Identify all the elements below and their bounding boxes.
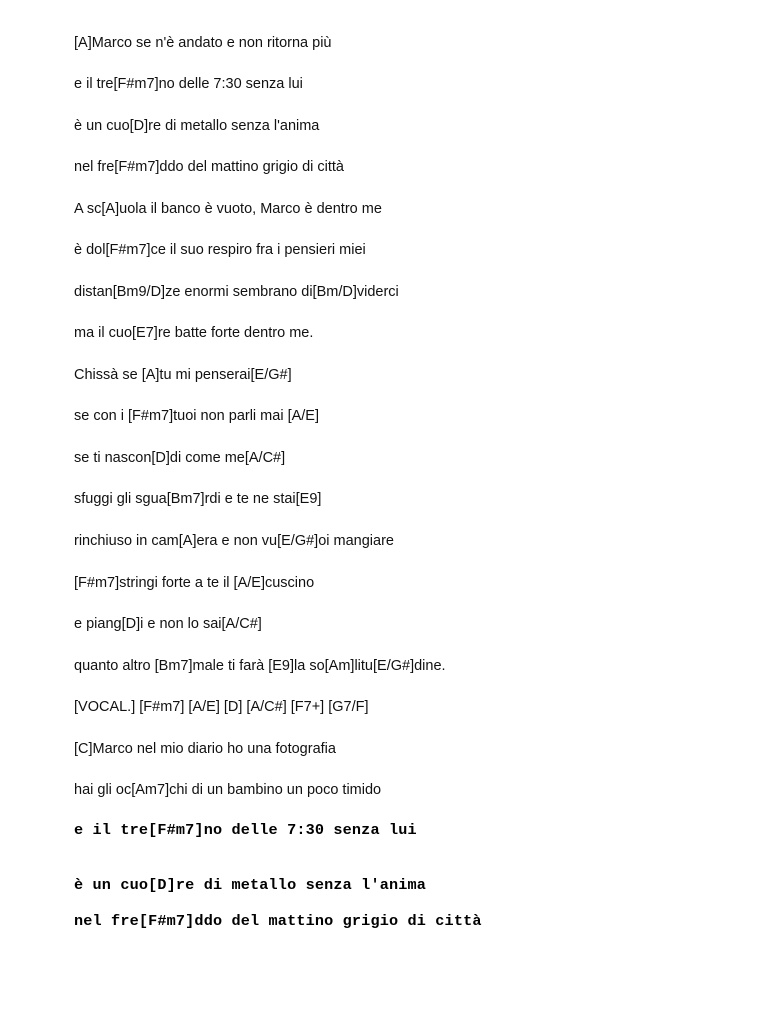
lyric-line: nel fre[F#m7]ddo del mattino grigio di città bbox=[74, 159, 344, 175]
lyric-line: e il tre[F#m7]no delle 7:30 senza lui bbox=[74, 76, 303, 92]
lyric-line: A sc[A]uola il banco è vuoto, Marco è dentro me bbox=[74, 201, 382, 217]
lyric-line: [F#m7]stringi forte a te il [A/E]cuscino bbox=[74, 575, 315, 591]
lyric-line: hai gli oc[Am7]chi di un bambino un poco timido bbox=[74, 782, 382, 798]
lyric-line: è dol[F#m7]ce il suo respiro fra i pensieri miei bbox=[74, 242, 366, 258]
lyric-line: e piang[D]i e non lo sai[A/C#] bbox=[74, 616, 262, 632]
lyric-line: ma il cuo[E7]re batte forte dentro me. bbox=[74, 325, 314, 341]
lyric-line: sfuggi gli sgua[Bm7]rdi e te ne stai[E9] bbox=[74, 491, 322, 507]
lyric-line: è un cuo[D]re di metallo senza l'anima bbox=[74, 118, 320, 134]
lyric-line: [VOCAL.] [F#m7] [A/E] [D] [A/C#] [F7+] [G7/F] bbox=[74, 699, 369, 715]
lyric-line: quanto altro [Bm7]male ti farà [E9]la so[Am]litu[E/G#]dine. bbox=[74, 658, 446, 674]
lyric-line: se con i [F#m7]tuoi non parli mai [A/E] bbox=[74, 408, 319, 424]
lyric-line: [C]Marco nel mio diario ho una fotografia bbox=[74, 741, 336, 757]
lyric-line-mono: è un cuo[D]re di metallo senza l'anima bbox=[74, 876, 427, 894]
lyric-line: se ti nascon[D]di come me[A/C#] bbox=[74, 450, 286, 466]
lyric-line-mono: nel fre[F#m7]ddo del mattino grigio di città bbox=[74, 912, 482, 930]
lyric-line: Chissà se [A]tu mi penserai[E/G#] bbox=[74, 367, 292, 383]
lyric-line: [A]Marco se n'è andato e non ritorna più bbox=[74, 35, 332, 51]
lyric-line-mono: e il tre[F#m7]no delle 7:30 senza lui bbox=[74, 821, 417, 839]
lyric-line: rinchiuso in cam[A]era e non vu[E/G#]oi mangiare bbox=[74, 533, 394, 549]
lyric-line: distan[Bm9/D]ze enormi sembrano di[Bm/D]viderci bbox=[74, 284, 399, 300]
